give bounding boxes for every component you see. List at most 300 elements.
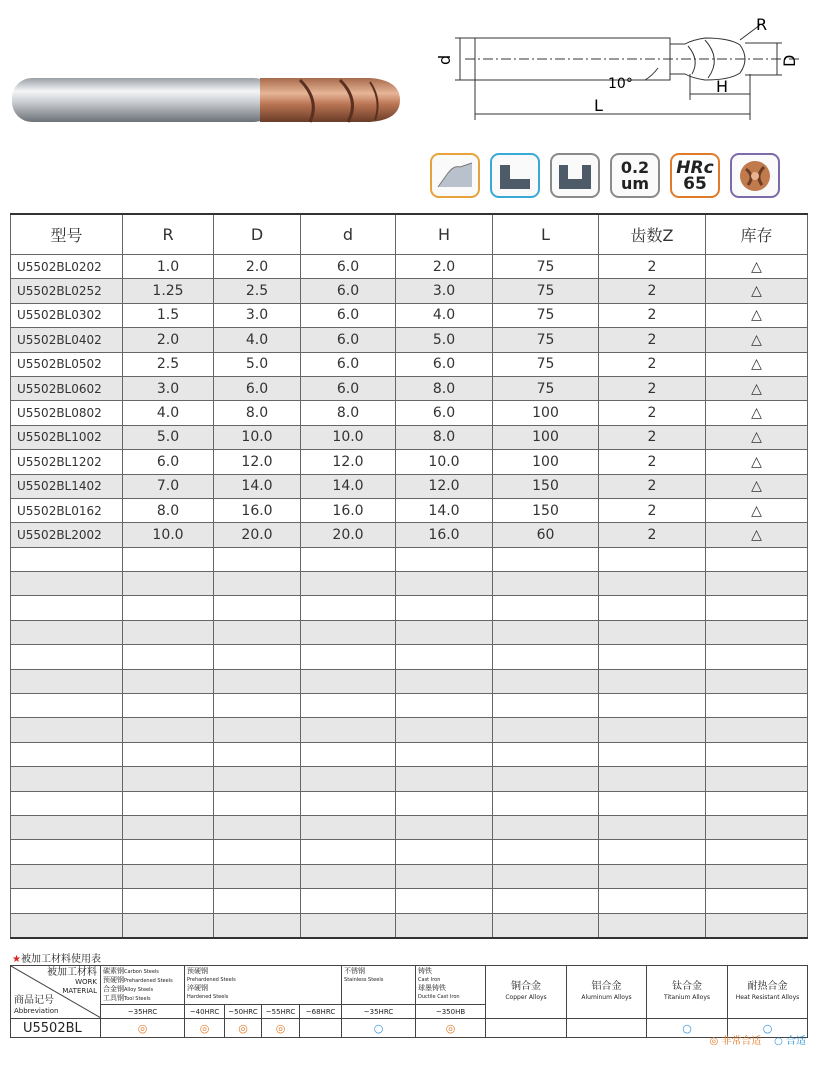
ball-nose-icon <box>730 153 780 198</box>
empty-cell <box>11 645 123 669</box>
empty-row <box>11 815 808 839</box>
empty-cell <box>123 572 214 596</box>
cell-flutes: 2 <box>599 376 706 400</box>
empty-cell <box>396 864 493 888</box>
cell-d-big: 5.0 <box>214 352 301 376</box>
cell-flutes: 2 <box>599 450 706 474</box>
empty-cell <box>123 718 214 742</box>
empty-cell <box>599 742 706 766</box>
cell-h: 5.0 <box>396 328 493 352</box>
empty-cell <box>599 815 706 839</box>
empty-cell <box>301 889 396 913</box>
empty-cell <box>11 815 123 839</box>
abbreviation-en: Abbreviation <box>14 1007 59 1015</box>
empty-cell <box>396 718 493 742</box>
cell-d-big: 14.0 <box>214 474 301 498</box>
precision-value: 0.2 <box>620 157 650 177</box>
cell-d-small: 12.0 <box>301 450 396 474</box>
empty-cell <box>706 791 808 815</box>
cell-flutes: 2 <box>599 255 706 279</box>
cell-r: 10.0 <box>123 523 214 547</box>
suitability-mark: ◎ <box>185 1019 225 1038</box>
empty-cell <box>493 742 599 766</box>
cell-d-small: 16.0 <box>301 498 396 522</box>
cell-model: U5502BL0402 <box>11 328 123 352</box>
empty-cell <box>301 742 396 766</box>
empty-cell <box>214 645 301 669</box>
empty-cell <box>599 840 706 864</box>
empty-cell <box>301 791 396 815</box>
hardness-cell: ~68HRC <box>300 1005 342 1019</box>
cell-d-big: 2.0 <box>214 255 301 279</box>
work-material-cn: 被加工材料 <box>47 967 97 978</box>
work-material-en2: MATERIAL <box>62 987 97 995</box>
suitability-mark <box>486 1019 567 1038</box>
cell-d-small: 6.0 <box>301 303 396 327</box>
empty-cell <box>11 767 123 791</box>
empty-cell <box>706 718 808 742</box>
cell-stock: △ <box>706 450 808 474</box>
header-h: H <box>396 214 493 255</box>
empty-cell <box>599 718 706 742</box>
cell-model: U5502BL1002 <box>11 425 123 449</box>
cell-r: 1.5 <box>123 303 214 327</box>
cell-d-big: 6.0 <box>214 376 301 400</box>
empty-cell <box>123 815 214 839</box>
header-d-small: d <box>301 214 396 255</box>
header-d-big: D <box>214 214 301 255</box>
empty-cell <box>123 889 214 913</box>
empty-cell <box>706 669 808 693</box>
empty-cell <box>123 694 214 718</box>
empty-cell <box>123 596 214 620</box>
group-copper: 铜合金 Copper Alloys <box>486 966 567 1019</box>
empty-cell <box>493 669 599 693</box>
cell-flutes: 2 <box>599 303 706 327</box>
empty-cell <box>214 572 301 596</box>
empty-cell <box>11 913 123 938</box>
empty-cell <box>396 645 493 669</box>
empty-cell <box>599 669 706 693</box>
empty-cell <box>214 742 301 766</box>
empty-cell <box>214 596 301 620</box>
cell-d-big: 2.5 <box>214 279 301 303</box>
empty-cell <box>396 889 493 913</box>
header-flutes: 齿数Z <box>599 214 706 255</box>
empty-cell <box>493 718 599 742</box>
empty-cell <box>706 840 808 864</box>
empty-cell <box>123 840 214 864</box>
cell-model: U5502BL0162 <box>11 498 123 522</box>
cell-h: 6.0 <box>396 352 493 376</box>
hrc-value: 65 <box>683 173 707 194</box>
empty-cell <box>706 620 808 644</box>
label-l: L <box>594 96 603 115</box>
empty-cell <box>706 572 808 596</box>
empty-cell <box>301 718 396 742</box>
table-row <box>11 279 808 303</box>
cell-l: 100 <box>493 450 599 474</box>
cell-h: 2.0 <box>396 255 493 279</box>
empty-cell <box>301 694 396 718</box>
empty-cell <box>706 694 808 718</box>
cell-flutes: 2 <box>599 401 706 425</box>
suitability-mark: ◎ <box>101 1019 185 1038</box>
cell-h: 4.0 <box>396 303 493 327</box>
table-row <box>11 376 808 400</box>
empty-cell <box>599 767 706 791</box>
empty-cell <box>11 864 123 888</box>
shoulder-icon <box>490 153 540 198</box>
empty-cell <box>599 791 706 815</box>
empty-cell <box>396 596 493 620</box>
cell-d-small: 6.0 <box>301 352 396 376</box>
cell-d-small: 6.0 <box>301 279 396 303</box>
spec-table <box>10 213 808 939</box>
empty-cell <box>214 767 301 791</box>
suitability-mark: ◎ <box>262 1019 300 1038</box>
empty-cell <box>123 669 214 693</box>
empty-cell <box>706 913 808 938</box>
cell-flutes: 2 <box>599 328 706 352</box>
group-aluminum: 铝合金 Aluminum Alloys <box>567 966 647 1019</box>
empty-cell <box>214 815 301 839</box>
empty-cell <box>493 864 599 888</box>
empty-cell <box>11 791 123 815</box>
empty-cell <box>11 620 123 644</box>
empty-row <box>11 645 808 669</box>
empty-cell <box>214 694 301 718</box>
empty-cell <box>11 572 123 596</box>
cell-r: 3.0 <box>123 376 214 400</box>
empty-cell <box>301 645 396 669</box>
cell-d-small: 6.0 <box>301 376 396 400</box>
empty-cell <box>493 840 599 864</box>
empty-cell <box>396 742 493 766</box>
cell-stock: △ <box>706 474 808 498</box>
cell-r: 1.0 <box>123 255 214 279</box>
cell-d-small: 20.0 <box>301 523 396 547</box>
empty-cell <box>123 791 214 815</box>
empty-cell <box>214 718 301 742</box>
cell-r: 4.0 <box>123 401 214 425</box>
empty-row <box>11 547 808 571</box>
empty-cell <box>493 694 599 718</box>
cell-d-big: 4.0 <box>214 328 301 352</box>
empty-cell <box>214 791 301 815</box>
empty-cell <box>214 620 301 644</box>
empty-cell <box>301 767 396 791</box>
empty-cell <box>123 767 214 791</box>
group-heat-resistant: 耐热合金 Heat Resistant Alloys <box>728 966 808 1019</box>
table-row <box>11 474 808 498</box>
empty-cell <box>599 864 706 888</box>
empty-cell <box>11 889 123 913</box>
profile-icon <box>430 153 480 198</box>
empty-cell <box>214 669 301 693</box>
cell-d-big: 20.0 <box>214 523 301 547</box>
cell-r: 1.25 <box>123 279 214 303</box>
label-d-small: d <box>435 54 454 65</box>
empty-row <box>11 791 808 815</box>
label-d-big: D <box>780 54 799 67</box>
empty-cell <box>11 840 123 864</box>
table-row <box>11 401 808 425</box>
cell-stock: △ <box>706 255 808 279</box>
empty-cell <box>493 815 599 839</box>
empty-cell <box>123 645 214 669</box>
table-row <box>11 523 808 547</box>
empty-row <box>11 669 808 693</box>
suitability-mark <box>567 1019 647 1038</box>
cell-model: U5502BL0602 <box>11 376 123 400</box>
hardness-cell: ~350HB <box>416 1005 486 1019</box>
empty-cell <box>599 645 706 669</box>
cell-r: 6.0 <box>123 450 214 474</box>
table-row <box>11 498 808 522</box>
empty-cell <box>493 791 599 815</box>
empty-cell <box>301 864 396 888</box>
empty-cell <box>396 791 493 815</box>
empty-cell <box>493 913 599 938</box>
empty-cell <box>493 767 599 791</box>
empty-row <box>11 718 808 742</box>
cell-h: 6.0 <box>396 401 493 425</box>
cell-model: U5502BL0202 <box>11 255 123 279</box>
header-l: L <box>493 214 599 255</box>
empty-cell <box>396 572 493 596</box>
cell-stock: △ <box>706 401 808 425</box>
cell-model: U5502BL1402 <box>11 474 123 498</box>
cell-model: U5502BL0802 <box>11 401 123 425</box>
cell-d-small: 14.0 <box>301 474 396 498</box>
suitability-mark: ○ <box>728 1019 808 1038</box>
empty-cell <box>706 889 808 913</box>
empty-cell <box>599 620 706 644</box>
label-angle: 10° <box>608 76 633 92</box>
empty-row <box>11 840 808 864</box>
empty-cell <box>214 889 301 913</box>
empty-cell <box>706 596 808 620</box>
cell-h: 12.0 <box>396 474 493 498</box>
suitability-mark: ◎ <box>225 1019 262 1038</box>
empty-cell <box>123 620 214 644</box>
group-hardened: 预硬钢 Prehardened Steels 淬硬钢 Hardened Steels <box>185 966 342 1005</box>
cell-h: 16.0 <box>396 523 493 547</box>
cell-flutes: 2 <box>599 279 706 303</box>
cell-d-small: 6.0 <box>301 255 396 279</box>
empty-cell <box>123 742 214 766</box>
empty-cell <box>493 645 599 669</box>
empty-cell <box>301 669 396 693</box>
cell-l: 150 <box>493 498 599 522</box>
empty-cell <box>493 620 599 644</box>
empty-cell <box>123 864 214 888</box>
empty-cell <box>493 889 599 913</box>
group-stainless: 不锈钢 Stainless Steels <box>342 966 416 1005</box>
table-header <box>11 214 808 255</box>
cell-l: 100 <box>493 425 599 449</box>
empty-row <box>11 596 808 620</box>
header-stock: 库存 <box>706 214 808 255</box>
empty-row <box>11 742 808 766</box>
hardness-cell: ~35HRC <box>101 1005 185 1019</box>
cell-flutes: 2 <box>599 498 706 522</box>
cell-l: 75 <box>493 255 599 279</box>
hardness-cell: ~50HRC <box>225 1005 262 1019</box>
empty-cell <box>706 742 808 766</box>
empty-cell <box>706 645 808 669</box>
legend <box>709 1032 806 1047</box>
hardness-cell: ~40HRC <box>185 1005 225 1019</box>
cell-l: 75 <box>493 279 599 303</box>
header-model: 型号 <box>11 214 123 255</box>
cell-h: 3.0 <box>396 279 493 303</box>
empty-cell <box>396 815 493 839</box>
cell-stock: △ <box>706 328 808 352</box>
cell-stock: △ <box>706 425 808 449</box>
cell-h: 14.0 <box>396 498 493 522</box>
empty-row <box>11 620 808 644</box>
hardness-cell: ~35HRC <box>342 1005 416 1019</box>
cell-model: U5502BL0302 <box>11 303 123 327</box>
empty-cell <box>11 596 123 620</box>
table-row <box>11 328 808 352</box>
empty-cell <box>301 840 396 864</box>
cell-model: U5502BL1202 <box>11 450 123 474</box>
cell-d-big: 3.0 <box>214 303 301 327</box>
cell-stock: △ <box>706 523 808 547</box>
empty-cell <box>493 572 599 596</box>
cell-l: 75 <box>493 328 599 352</box>
table-row <box>11 425 808 449</box>
table-row <box>11 255 808 279</box>
empty-row <box>11 572 808 596</box>
empty-cell <box>599 889 706 913</box>
empty-row <box>11 864 808 888</box>
cell-stock: △ <box>706 376 808 400</box>
cell-h: 10.0 <box>396 450 493 474</box>
label-h: H <box>716 77 729 96</box>
empty-row <box>11 767 808 791</box>
suitability-mark: ○ <box>342 1019 416 1038</box>
cell-l: 75 <box>493 352 599 376</box>
suitability-mark: ◎ <box>416 1019 486 1038</box>
cell-flutes: 2 <box>599 425 706 449</box>
cell-model: U5502BL0252 <box>11 279 123 303</box>
cell-d-big: 10.0 <box>214 425 301 449</box>
star-icon: ★ <box>12 954 21 965</box>
cell-l: 60 <box>493 523 599 547</box>
abbreviation-cn: 商品记号 <box>14 995 54 1006</box>
group-cast-iron: 铸铁 Cast Iron 球墨铸铁 Ductile Cast Iron <box>416 966 486 1005</box>
group-carbon: 碳素钢Carbon Steels 预硬钢Prehardened Steels 合金钢Alloy Steels 工具钢Tool Steels <box>101 966 185 1005</box>
hardness-cell: ~55HRC <box>262 1005 300 1019</box>
empty-cell <box>396 913 493 938</box>
cell-r: 2.5 <box>123 352 214 376</box>
empty-cell <box>599 547 706 571</box>
cell-l: 75 <box>493 303 599 327</box>
cell-l: 100 <box>493 401 599 425</box>
empty-cell <box>493 547 599 571</box>
empty-cell <box>11 718 123 742</box>
cell-stock: △ <box>706 279 808 303</box>
cell-h: 8.0 <box>396 425 493 449</box>
cell-l: 75 <box>493 376 599 400</box>
cell-r: 7.0 <box>123 474 214 498</box>
empty-cell <box>599 572 706 596</box>
cell-d-small: 8.0 <box>301 401 396 425</box>
empty-cell <box>123 547 214 571</box>
product-code: U5502BL <box>11 1019 101 1038</box>
precision-icon <box>610 153 660 198</box>
empty-cell <box>301 620 396 644</box>
cell-r: 8.0 <box>123 498 214 522</box>
material-table <box>10 965 808 1038</box>
hrc-label: HRc <box>676 157 714 178</box>
legend-very-suitable: ◎ 非常合适 <box>709 1036 762 1047</box>
empty-cell <box>301 547 396 571</box>
empty-cell <box>706 767 808 791</box>
empty-cell <box>396 620 493 644</box>
empty-cell <box>396 840 493 864</box>
suitability-mark: ○ <box>647 1019 728 1038</box>
empty-cell <box>396 694 493 718</box>
dimension-drawing <box>430 10 815 125</box>
empty-row <box>11 889 808 913</box>
table-row <box>11 303 808 327</box>
empty-cell <box>396 669 493 693</box>
suitability-mark <box>300 1019 342 1038</box>
cell-flutes: 2 <box>599 523 706 547</box>
empty-cell <box>11 742 123 766</box>
empty-row <box>11 913 808 938</box>
cell-l: 150 <box>493 474 599 498</box>
end-mill-photo <box>10 70 400 130</box>
empty-cell <box>599 694 706 718</box>
work-material-en1: WORK <box>75 978 97 986</box>
empty-cell <box>396 767 493 791</box>
empty-cell <box>599 596 706 620</box>
empty-cell <box>301 913 396 938</box>
cell-d-big: 16.0 <box>214 498 301 522</box>
corner-cell <box>11 966 101 1019</box>
cell-stock: △ <box>706 303 808 327</box>
table-row <box>11 352 808 376</box>
empty-cell <box>11 669 123 693</box>
label-r: R <box>756 15 768 34</box>
empty-cell <box>214 547 301 571</box>
empty-cell <box>301 596 396 620</box>
empty-cell <box>11 694 123 718</box>
empty-cell <box>301 815 396 839</box>
table-row <box>11 450 808 474</box>
empty-cell <box>214 864 301 888</box>
header-r: R <box>123 214 214 255</box>
empty-cell <box>214 840 301 864</box>
hrc-icon <box>670 153 720 198</box>
cell-d-small: 6.0 <box>301 328 396 352</box>
empty-row <box>11 694 808 718</box>
empty-cell <box>301 572 396 596</box>
cell-r: 2.0 <box>123 328 214 352</box>
material-table-title <box>12 950 101 965</box>
empty-cell <box>396 547 493 571</box>
cell-d-big: 12.0 <box>214 450 301 474</box>
empty-cell <box>599 913 706 938</box>
empty-cell <box>11 547 123 571</box>
empty-cell <box>123 913 214 938</box>
